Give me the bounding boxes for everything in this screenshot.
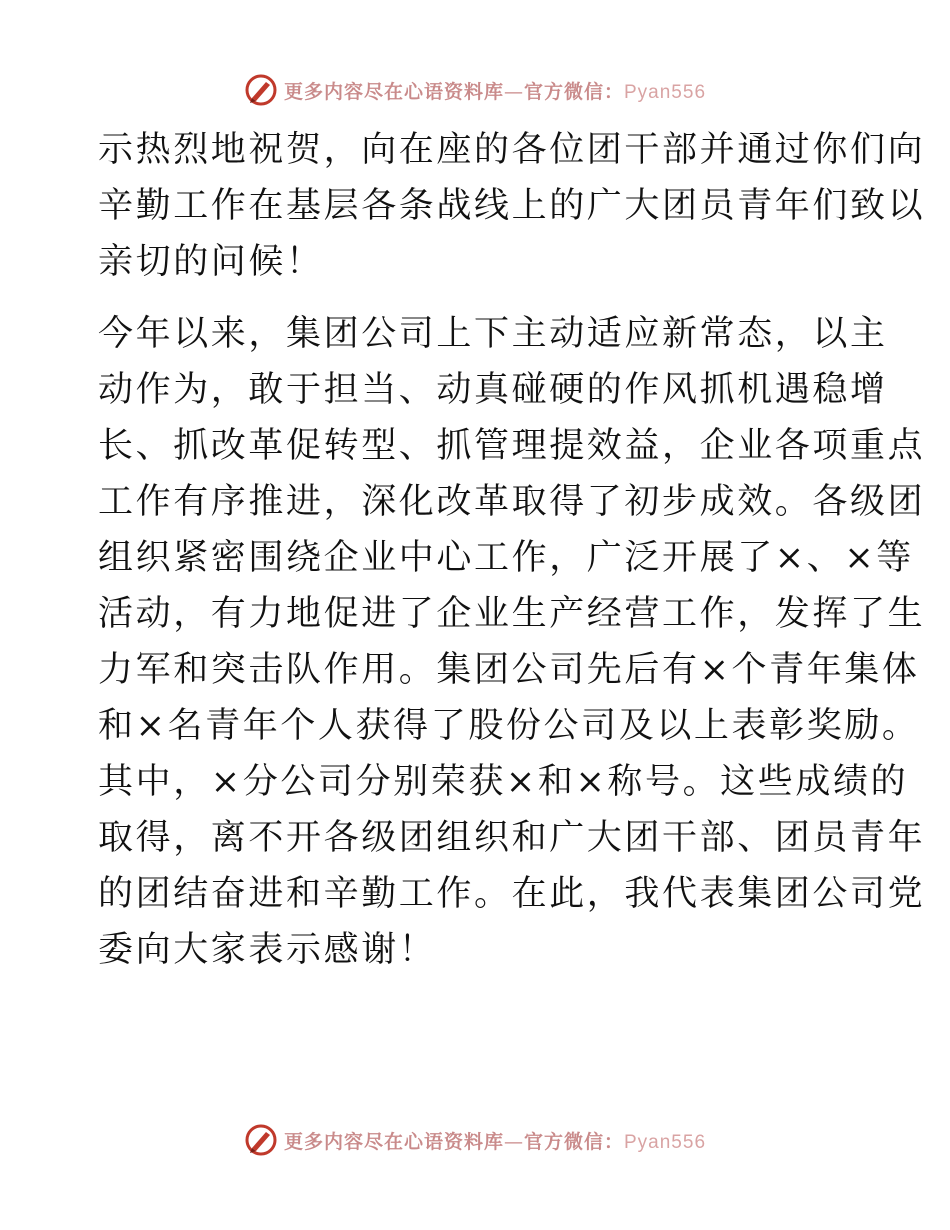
text-line: 力军和突击队作用。集团公司先后有×个青年集体 bbox=[98, 650, 920, 690]
text-line: 亲切的问候！ bbox=[98, 242, 324, 282]
text-line: 工作有序推进，深化改革取得了初步成效。各级团 bbox=[98, 482, 926, 522]
footer-wechat-handle: Pyan556 bbox=[624, 1131, 707, 1153]
text-line: 辛勤工作在基层各条战线上的广大团员青年们致以 bbox=[98, 186, 926, 226]
text-line: 取得，离不开各级团组织和广大团干部、团员青年 bbox=[98, 818, 926, 858]
footer-wechat-label: 官方微信： bbox=[523, 1130, 624, 1153]
pen-logo-icon bbox=[244, 73, 278, 107]
pen-logo-icon bbox=[244, 1123, 278, 1157]
text-line: 长、抓改革促转型、抓管理提效益，企业各项重点 bbox=[98, 426, 926, 466]
header-wechat-handle: Pyan556 bbox=[624, 81, 707, 103]
paragraph-2 bbox=[98, 306, 926, 978]
text-line: 其中，×分公司分别荣获×和×称号。这些成绩的 bbox=[98, 762, 909, 802]
text-line: 和×名青年个人获得了股份公司及以上表彰奖励。 bbox=[98, 706, 920, 746]
text-line: 今年以来，集团公司上下主动适应新常态，以主 bbox=[98, 314, 888, 354]
header-watermark-banner bbox=[0, 70, 950, 110]
header-banner-text bbox=[284, 77, 706, 104]
text-line: 动作为，敢于担当、动真碰硬的作风抓机遇稳增 bbox=[98, 370, 888, 410]
footer-banner-main: 更多内容尽在心语资料库 bbox=[283, 1130, 504, 1153]
header-banner-separator: — bbox=[503, 80, 524, 103]
paragraph-1 bbox=[98, 122, 926, 290]
text-line: 的团结奋进和辛勤工作。在此，我代表集团公司党 bbox=[98, 874, 926, 914]
text-line: 活动，有力地促进了企业生产经营工作，发挥了生 bbox=[98, 594, 926, 634]
text-line: 组织紧密围绕企业中心工作，广泛开展了×、×等 bbox=[98, 538, 914, 578]
footer-banner-separator: — bbox=[503, 1130, 524, 1153]
header-wechat-label: 官方微信： bbox=[523, 80, 624, 103]
document-body bbox=[98, 122, 926, 978]
footer-banner-text bbox=[284, 1127, 706, 1154]
header-banner-main: 更多内容尽在心语资料库 bbox=[283, 80, 504, 103]
footer-watermark-banner bbox=[0, 1120, 950, 1160]
text-line: 示热烈地祝贺，向在座的各位团干部并通过你们向 bbox=[98, 130, 926, 170]
text-line: 委向大家表示感谢！ bbox=[98, 930, 437, 970]
